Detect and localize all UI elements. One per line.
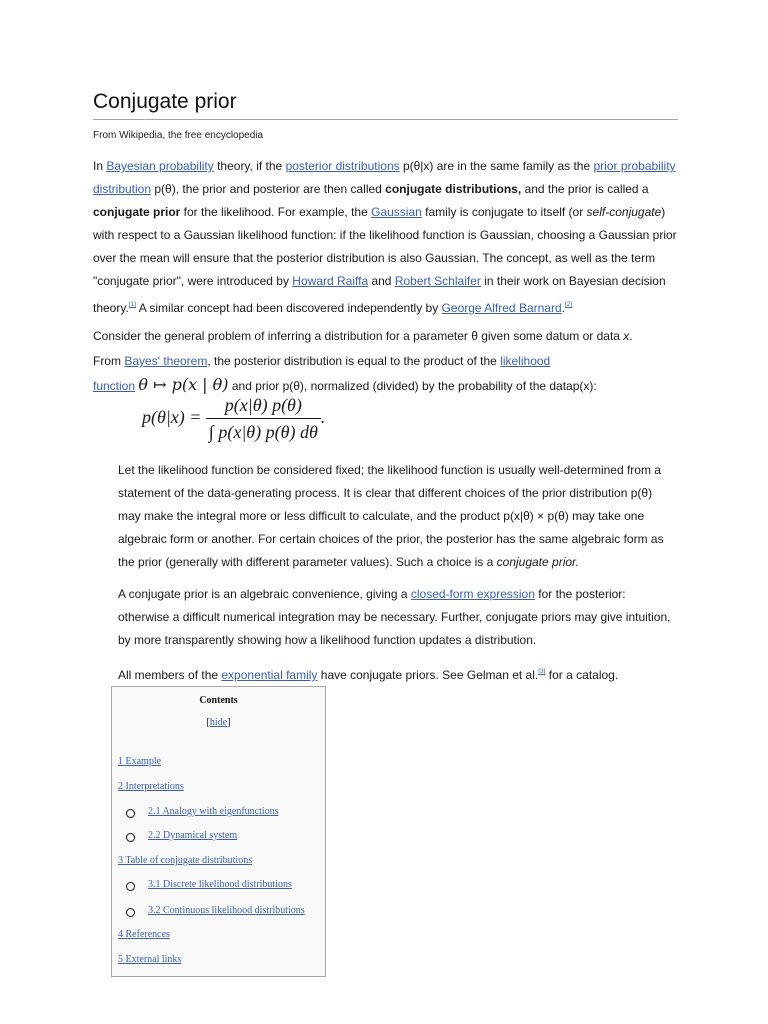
toc-title: Contents (199, 695, 238, 706)
intro-paragraph (93, 155, 678, 320)
body-text: have conjugate priors. See Gelman et al. (317, 668, 539, 682)
link-george-alfred-barnard[interactable]: George Alfred Barnard (441, 301, 562, 315)
toc-bracket: ] (227, 717, 231, 728)
link-robert-schlaifer[interactable]: Robert Schlaifer (394, 274, 481, 288)
link-posterior-distributions[interactable]: posterior distributions (285, 159, 400, 173)
inline-likelihood-math: θ ↦ p(x | θ) (138, 375, 229, 394)
term-conjugate-prior-italic: conjugate prior. (496, 555, 579, 569)
body-text: A conjugate prior is an algebraic convenience, giving a (118, 587, 411, 601)
reference-2[interactable]: [2] (564, 301, 573, 308)
intro-text: In (93, 159, 107, 173)
term-conjugate-prior: conjugate prior (93, 205, 181, 219)
intro-text: and the prior is called a (521, 182, 649, 196)
bayes-text: , the posterior distribution is equal to the product of the (207, 354, 501, 368)
bayes-text: From (93, 354, 125, 368)
bullet-icon (126, 882, 135, 891)
formula-numerator: p(x|θ) p(θ) (206, 395, 321, 419)
link-bayes-theorem[interactable]: Bayes' theorem (124, 354, 208, 368)
formula-lhs: p(θ|x) = (142, 407, 202, 428)
formula-end: . (320, 407, 326, 428)
title-divider (93, 119, 678, 120)
intro-text: p(θ|x) are in the same family as the (399, 159, 594, 173)
bullet-icon (126, 809, 135, 818)
bayes-text: p(x): (572, 379, 597, 393)
toc-item-dynamical-system[interactable]: 2.2 Dynamical system (148, 830, 238, 841)
link-prior-probability-distribution[interactable]: prior probability (593, 159, 676, 173)
convenience-paragraph (118, 583, 678, 652)
intro-text: ) with respect to a Gaussian likelihood function: if the likelihood function is Gaussian, choosing a Gaussian prior over the mean will ensure that the posterior distribution is also Gaussian. The concept, as well as the term "conjugate prior", were introduced by (93, 205, 677, 288)
toc-item-table-conjugate[interactable]: 3 Table of conjugate distributions (118, 855, 253, 866)
bayes-paragraph (93, 349, 678, 398)
link-gaussian[interactable]: Gaussian (371, 205, 422, 219)
intro-text: . (561, 301, 565, 315)
consider-text: Consider the general problem of inferring a distribution for a parameter θ given some datum or data (93, 329, 624, 343)
reference-1[interactable]: [1] (128, 301, 137, 308)
toc-item-continuous-likelihood[interactable]: 3.2 Continuous likelihood distributions (148, 905, 305, 916)
intro-text: A similar concept had been discovered independently by (136, 301, 442, 315)
intro-text: and (368, 274, 395, 288)
bullet-icon (126, 833, 135, 842)
exponential-family-paragraph (118, 660, 678, 687)
likelihood-paragraph (118, 459, 678, 574)
intro-text: p(θ), the prior and posterior are then called (151, 182, 386, 196)
toc-item-interpretations[interactable]: 2 Interpretations (118, 781, 184, 792)
consider-text: . (629, 329, 633, 343)
term-self-conjugate: self-conjugate (586, 205, 662, 219)
link-howard-raiffa[interactable]: Howard Raiffa (292, 274, 369, 288)
bayes-text: and prior p(θ), normalized (divided) by the probability of the data (231, 379, 573, 393)
body-text: Let the likelihood function be considered fixed; the likelihood function is usually well-determined from a statement of the data-generating process. It is clear that different choices of the prior distribution p(θ) may make the integral more or less difficult to calculate, and the product p(x|θ) × p(θ) may take one algebraic form or another. For certain choices of the prior, the posterior has the same algebraic form as the prior (generally with different parameter values). Such a choice is a (118, 463, 664, 569)
bayes-formula (142, 395, 325, 443)
toc-hide-control (112, 717, 325, 728)
formula-denominator: ∫ p(x|θ) p(θ) dθ (208, 422, 318, 442)
tagline: From Wikipedia, the free encyclopedia (93, 130, 264, 141)
link-likelihood-function[interactable]: likelihood (500, 354, 551, 368)
bullet-icon (126, 908, 135, 917)
toc-bracket: [ (206, 717, 210, 728)
link-closed-form-expression[interactable]: closed-form expression (410, 587, 535, 601)
consider-paragraph (93, 325, 678, 348)
toc-item-external-links[interactable]: 5 External links (118, 954, 182, 965)
body-text: for a catalog. (545, 668, 619, 682)
link-likelihood-function-cont[interactable]: function (93, 379, 136, 393)
toc-item-analogy-eigenfunctions[interactable]: 2.1 Analogy with eigenfunctions (148, 806, 279, 817)
toc-item-example[interactable]: 1 Example (118, 756, 162, 767)
intro-text: for the likelihood. For example, the (180, 205, 372, 219)
body-text: for the posterior: otherwise a difficult numerical integration may be necessary. Further, conjugate priors may give intuition, by more transparently showing how a likelihood function updates a distribution. (118, 587, 671, 647)
link-prior-probability-distribution-cont[interactable]: distribution (93, 182, 152, 196)
toc-item-discrete-likelihood[interactable]: 3.1 Discrete likelihood distributions (148, 879, 292, 890)
intro-text: theory, if the (213, 159, 286, 173)
page-title: Conjugate prior (93, 90, 237, 113)
link-exponential-family[interactable]: exponential family (221, 668, 318, 682)
toc-item-references[interactable]: 4 References (118, 929, 170, 940)
link-bayesian-probability[interactable]: Bayesian probability (106, 159, 214, 173)
table-of-contents (111, 686, 326, 977)
body-text: All members of the (118, 668, 222, 682)
intro-text: family is conjugate to itself (or (421, 205, 587, 219)
term-conjugate-distributions: conjugate distributions, (385, 182, 522, 196)
toc-hide-link[interactable]: hide (209, 717, 228, 728)
formula-fraction (206, 395, 321, 443)
intro-text: in their work on Bayesian decision theory. (93, 274, 666, 315)
reference-3[interactable]: [3] (538, 668, 546, 675)
variable-x: x (623, 329, 630, 343)
